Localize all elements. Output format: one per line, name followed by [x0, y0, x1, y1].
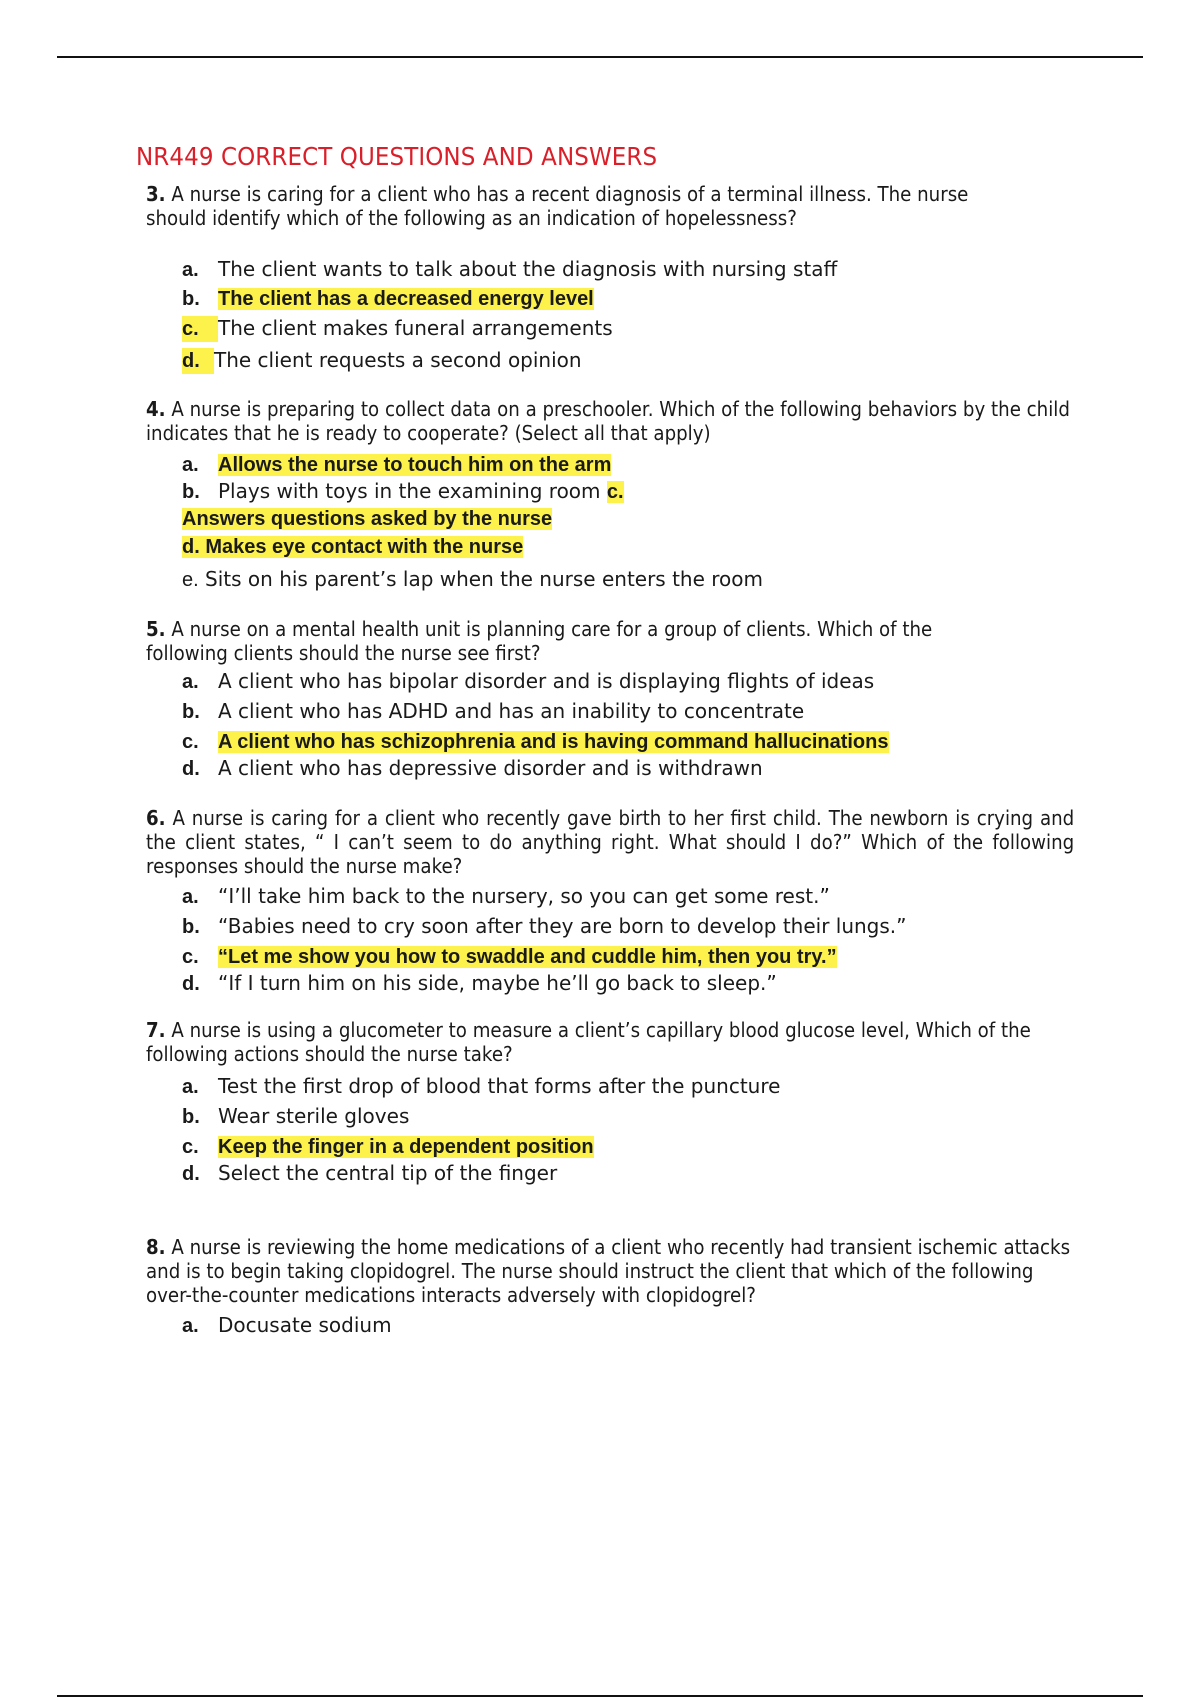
option-text: A client who has bipolar disorder and is displaying flights of ideas — [218, 669, 875, 693]
option-letter: a. — [182, 886, 199, 908]
question-text: A nurse is caring for a client who has a recent diagnosis of a terminal illness. The nurse should identify which of the following as an indication of hopelessness? — [146, 182, 969, 230]
option-text: Makes eye contact with the nurse — [205, 536, 524, 558]
option-text: Docusate sodium — [218, 1313, 392, 1337]
option-text: “I’ll take him back to the nursery, so you can get some rest.” — [218, 884, 830, 908]
option-5c-answer — [182, 728, 889, 755]
option-letter: a. — [182, 1076, 199, 1098]
option-letter: d. — [182, 758, 200, 780]
question-5 — [146, 617, 992, 665]
question-7 — [146, 1018, 1074, 1066]
option-text: A client who has schizophrenia and is having command hallucinations — [218, 731, 889, 753]
option-text: The client requests a second opinion — [214, 348, 582, 372]
option-text: A client who has depressive disorder and is withdrawn — [218, 756, 763, 780]
option-letter: a. — [182, 259, 199, 281]
option-letter: d. — [182, 536, 200, 558]
option-4c-answer — [182, 505, 552, 532]
question-3 — [146, 182, 992, 230]
option-3d — [182, 347, 582, 374]
option-letter: c. — [182, 946, 199, 968]
option-text: Allows the nurse to touch him on the arm — [218, 454, 612, 476]
option-text: Wear sterile gloves — [218, 1104, 410, 1128]
question-4 — [146, 397, 1074, 445]
option-letter: b. — [182, 481, 200, 503]
option-letter: a. — [182, 454, 199, 476]
question-8 — [146, 1235, 1074, 1307]
option-text: “If I turn him on his side, maybe he’ll go back to sleep.” — [218, 971, 777, 995]
option-4b — [182, 478, 624, 505]
option-letter: d. — [182, 973, 200, 995]
option-text: Test the first drop of blood that forms after the puncture — [218, 1074, 781, 1098]
option-6a — [182, 883, 830, 910]
option-text: “Babies need to cry soon after they are born to develop their lungs.” — [218, 914, 907, 938]
question-number: 4. — [146, 397, 166, 421]
option-letter: b. — [182, 701, 200, 723]
question-number: 5. — [146, 617, 166, 641]
option-letter: a. — [182, 1315, 199, 1337]
option-6b — [182, 913, 907, 940]
question-text: A nurse is using a glucometer to measure a client’s capillary blood glucose level, Which of the following actions should the nurse take? — [146, 1018, 1031, 1066]
question-number: 3. — [146, 182, 166, 206]
option-letter: c. — [182, 1136, 199, 1158]
option-text: “Let me show you how to swaddle and cuddle him, then you try.” — [218, 946, 837, 968]
option-letter: c. — [606, 481, 624, 503]
option-letter: b. — [182, 916, 200, 938]
option-3c — [182, 315, 613, 342]
option-text: The client makes funeral arrangements — [218, 316, 613, 340]
option-letter: e. — [182, 569, 199, 591]
option-4a-answer — [182, 451, 611, 478]
document-title: NR449 CORRECT QUESTIONS AND ANSWERS — [136, 142, 658, 171]
option-7a — [182, 1073, 780, 1100]
option-text: Select the central tip of the finger — [218, 1161, 558, 1185]
question-number: 7. — [146, 1018, 166, 1042]
option-letter: d. — [182, 1163, 200, 1185]
option-letter: a. — [182, 671, 199, 693]
option-4d-answer — [182, 533, 523, 560]
option-text: The client has a decreased energy level — [218, 288, 594, 310]
top-rule — [57, 56, 1143, 58]
question-number: 6. — [146, 806, 166, 830]
option-7c-answer — [182, 1133, 594, 1160]
option-letter: b. — [182, 288, 200, 310]
question-text: A nurse is preparing to collect data on a preschooler. Which of the following behaviors by the child indicates that he is ready to cooperate? (Select all that apply) — [146, 397, 1070, 445]
option-letter: b. — [182, 1106, 200, 1128]
question-text: A nurse is reviewing the home medications of a client who recently had transient ischemic attacks and is to begin taking clopidogrel. The nurse should instruct the client that which of the following over-the-counter medications interacts adversely with clopidogrel? — [146, 1235, 1071, 1307]
option-text: Sits on his parent’s lap when the nurse enters the room — [205, 567, 764, 591]
option-text: Keep the finger in a dependent position — [218, 1136, 594, 1158]
option-8a — [182, 1312, 392, 1339]
option-6c-answer — [182, 943, 837, 970]
option-text: The client wants to talk about the diagnosis with nursing staff — [218, 257, 838, 281]
option-letter: c. — [182, 316, 218, 342]
option-5d — [182, 755, 763, 782]
option-text: Answers questions asked by the nurse — [182, 508, 553, 530]
option-6d — [182, 970, 777, 997]
question-6 — [146, 806, 1074, 878]
option-text: Plays with toys in the examining room — [218, 479, 601, 503]
option-3b-answer — [182, 285, 594, 312]
option-5a — [182, 668, 874, 695]
option-text: A client who has ADHD and has an inability to concentrate — [218, 699, 805, 723]
option-letter: c. — [182, 731, 199, 753]
question-number: 8. — [146, 1235, 166, 1259]
bottom-rule — [57, 1695, 1143, 1697]
option-letter: d. — [182, 348, 214, 374]
option-5b — [182, 698, 804, 725]
option-7b — [182, 1103, 409, 1130]
option-7d — [182, 1160, 557, 1187]
question-text: A nurse is caring for a client who recently gave birth to her first child. The newborn is crying and the client states, “ I can’t seem to do anything right. What should I do?” Which of the following responses should the nurse make? — [146, 806, 1075, 878]
option-3a — [182, 256, 837, 283]
question-text: A nurse on a mental health unit is planning care for a group of clients. Which of the following clients should the nurse see first? — [146, 617, 933, 665]
option-4e — [182, 566, 763, 593]
